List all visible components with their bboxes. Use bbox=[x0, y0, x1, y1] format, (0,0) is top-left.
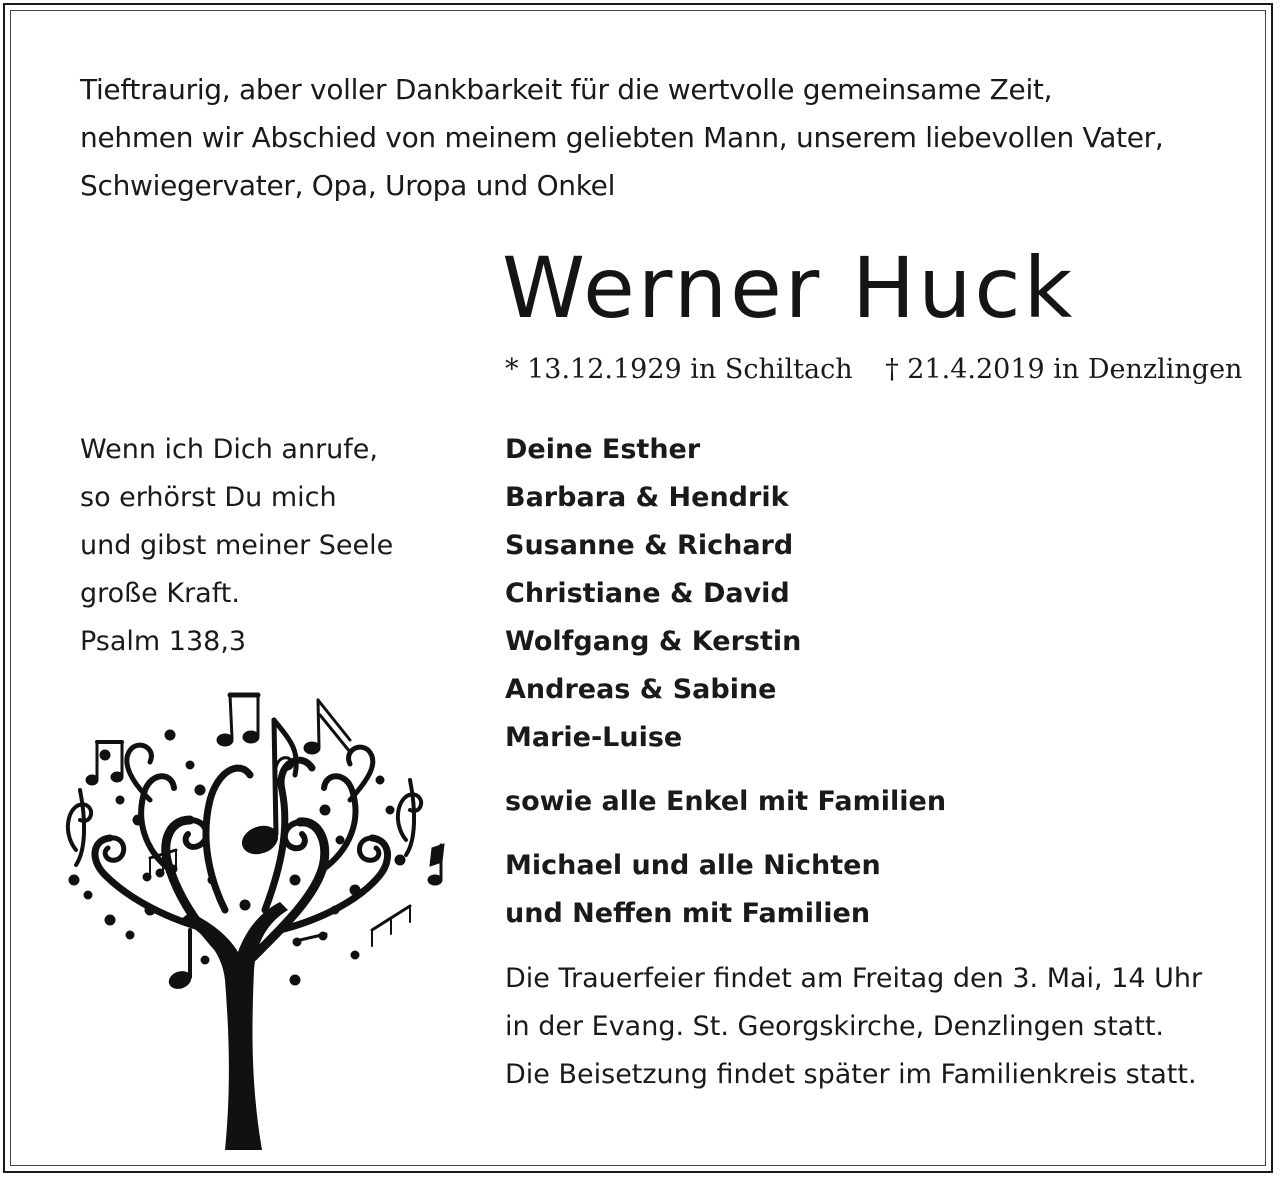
verse-line: Wenn ich Dich anrufe, bbox=[80, 434, 378, 465]
family-member: Susanne & Richard bbox=[505, 530, 794, 561]
verse-line: große Kraft. bbox=[80, 578, 240, 609]
bible-verse bbox=[80, 426, 393, 666]
family-member: Andreas & Sabine bbox=[505, 674, 777, 705]
family-member: Deine Esther bbox=[505, 434, 701, 465]
intro-line: nehmen wir Abschied von meinem geliebten Mann, unserem liebevollen Vater, bbox=[80, 121, 1164, 154]
intro-line: Schwiegervater, Opa, Uropa und Onkel bbox=[80, 169, 616, 202]
service-line: Die Beisetzung findet später im Familienkreis statt. bbox=[505, 1059, 1197, 1090]
family-member: Marie-Luise bbox=[505, 722, 683, 753]
life-dates bbox=[505, 350, 1242, 390]
service-info bbox=[505, 955, 1202, 1099]
service-line: in der Evang. St. Georgskirche, Denzlingen statt. bbox=[505, 1011, 1164, 1042]
verse-line: und gibst meiner Seele bbox=[80, 530, 394, 561]
service-line: Die Trauerfeier findet am Freitag den 3. Mai, 14 Uhr bbox=[505, 963, 1203, 994]
verse-reference: Psalm 138,3 bbox=[80, 626, 247, 657]
relatives-lines bbox=[505, 842, 881, 938]
relatives-line: Michael und alle Nichten bbox=[505, 850, 881, 881]
family-member: Christiane & David bbox=[505, 578, 790, 609]
family-member: Barbara & Hendrik bbox=[505, 482, 789, 513]
verse-line: so erhörst Du mich bbox=[80, 482, 337, 513]
birth-date: * 13.12.1929 in Schiltach bbox=[505, 354, 853, 385]
family-list bbox=[505, 426, 801, 762]
grandchildren-line: sowie alle Enkel mit Familien bbox=[505, 786, 947, 817]
intro-line: Tieftraurig, aber voller Dankbarkeit für die wertvolle gemeinsame Zeit, bbox=[80, 73, 1053, 106]
music-note-tree-icon bbox=[50, 680, 460, 1150]
relatives-line: und Neffen mit Familien bbox=[505, 898, 871, 929]
death-date: † 21.4.2019 in Denzlingen bbox=[885, 354, 1243, 385]
deceased-name: Werner Huck bbox=[502, 239, 1076, 337]
intro-text bbox=[80, 66, 1230, 210]
family-member: Wolfgang & Kerstin bbox=[505, 626, 802, 657]
